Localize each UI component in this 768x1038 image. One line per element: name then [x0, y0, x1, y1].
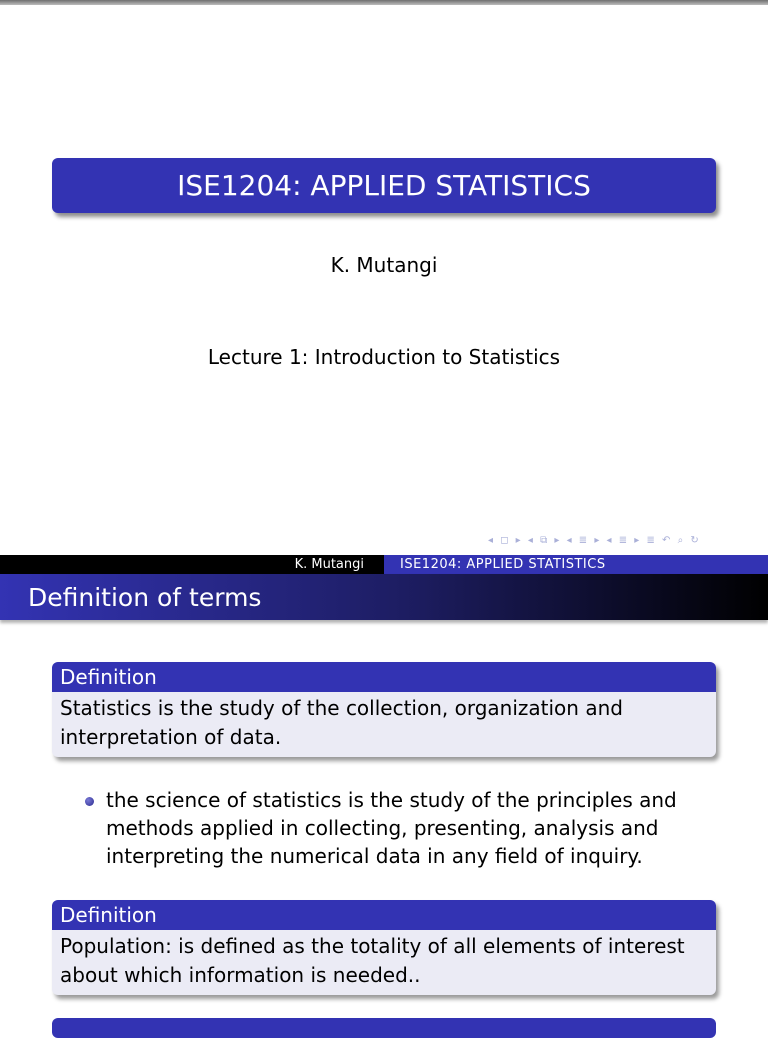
block-title: Definition — [52, 900, 716, 930]
title-slide — [0, 5, 768, 555]
frame-title — [0, 574, 768, 620]
block-body: Population: is defined as the totality of all elements of interest about which information is needed.. — [60, 934, 685, 987]
presentation-title-box — [52, 158, 716, 213]
presentation-title: ISE1204: APPLIED STATISTICS — [177, 169, 591, 202]
next-block-header-partial — [52, 1018, 716, 1038]
frame-title-text: Definition of terms — [28, 582, 262, 612]
list-item: the science of statistics is the study of the principles and methods applied in collecting, presenting, analysis and interpreting the numerical data in any field of inquiry. — [106, 788, 677, 868]
bullet-list — [85, 786, 685, 870]
slide-footline — [0, 555, 768, 574]
bullet-icon — [85, 797, 94, 806]
lecture-subtitle: Lecture 1: Introduction to Statistics — [207, 345, 561, 369]
footline-title: ISE1204: APPLIED STATISTICS — [384, 555, 768, 574]
author-name: K. Mutangi — [330, 253, 438, 277]
definition-block-statistics — [52, 662, 716, 757]
definition-block-population — [52, 900, 716, 995]
block-title: Definition — [52, 662, 716, 692]
beamer-navigation-symbols[interactable]: ◂ ◻ ▸ ◂ ⧉ ▸ ◂ ≣ ▸ ◂ ≣ ▸ ≣ ↶ ⌕ ↻ — [488, 535, 701, 546]
footline-author: K. Mutangi — [0, 555, 384, 574]
block-body: Statistics is the study of the collection, organization and interpretation of data. — [60, 696, 623, 749]
